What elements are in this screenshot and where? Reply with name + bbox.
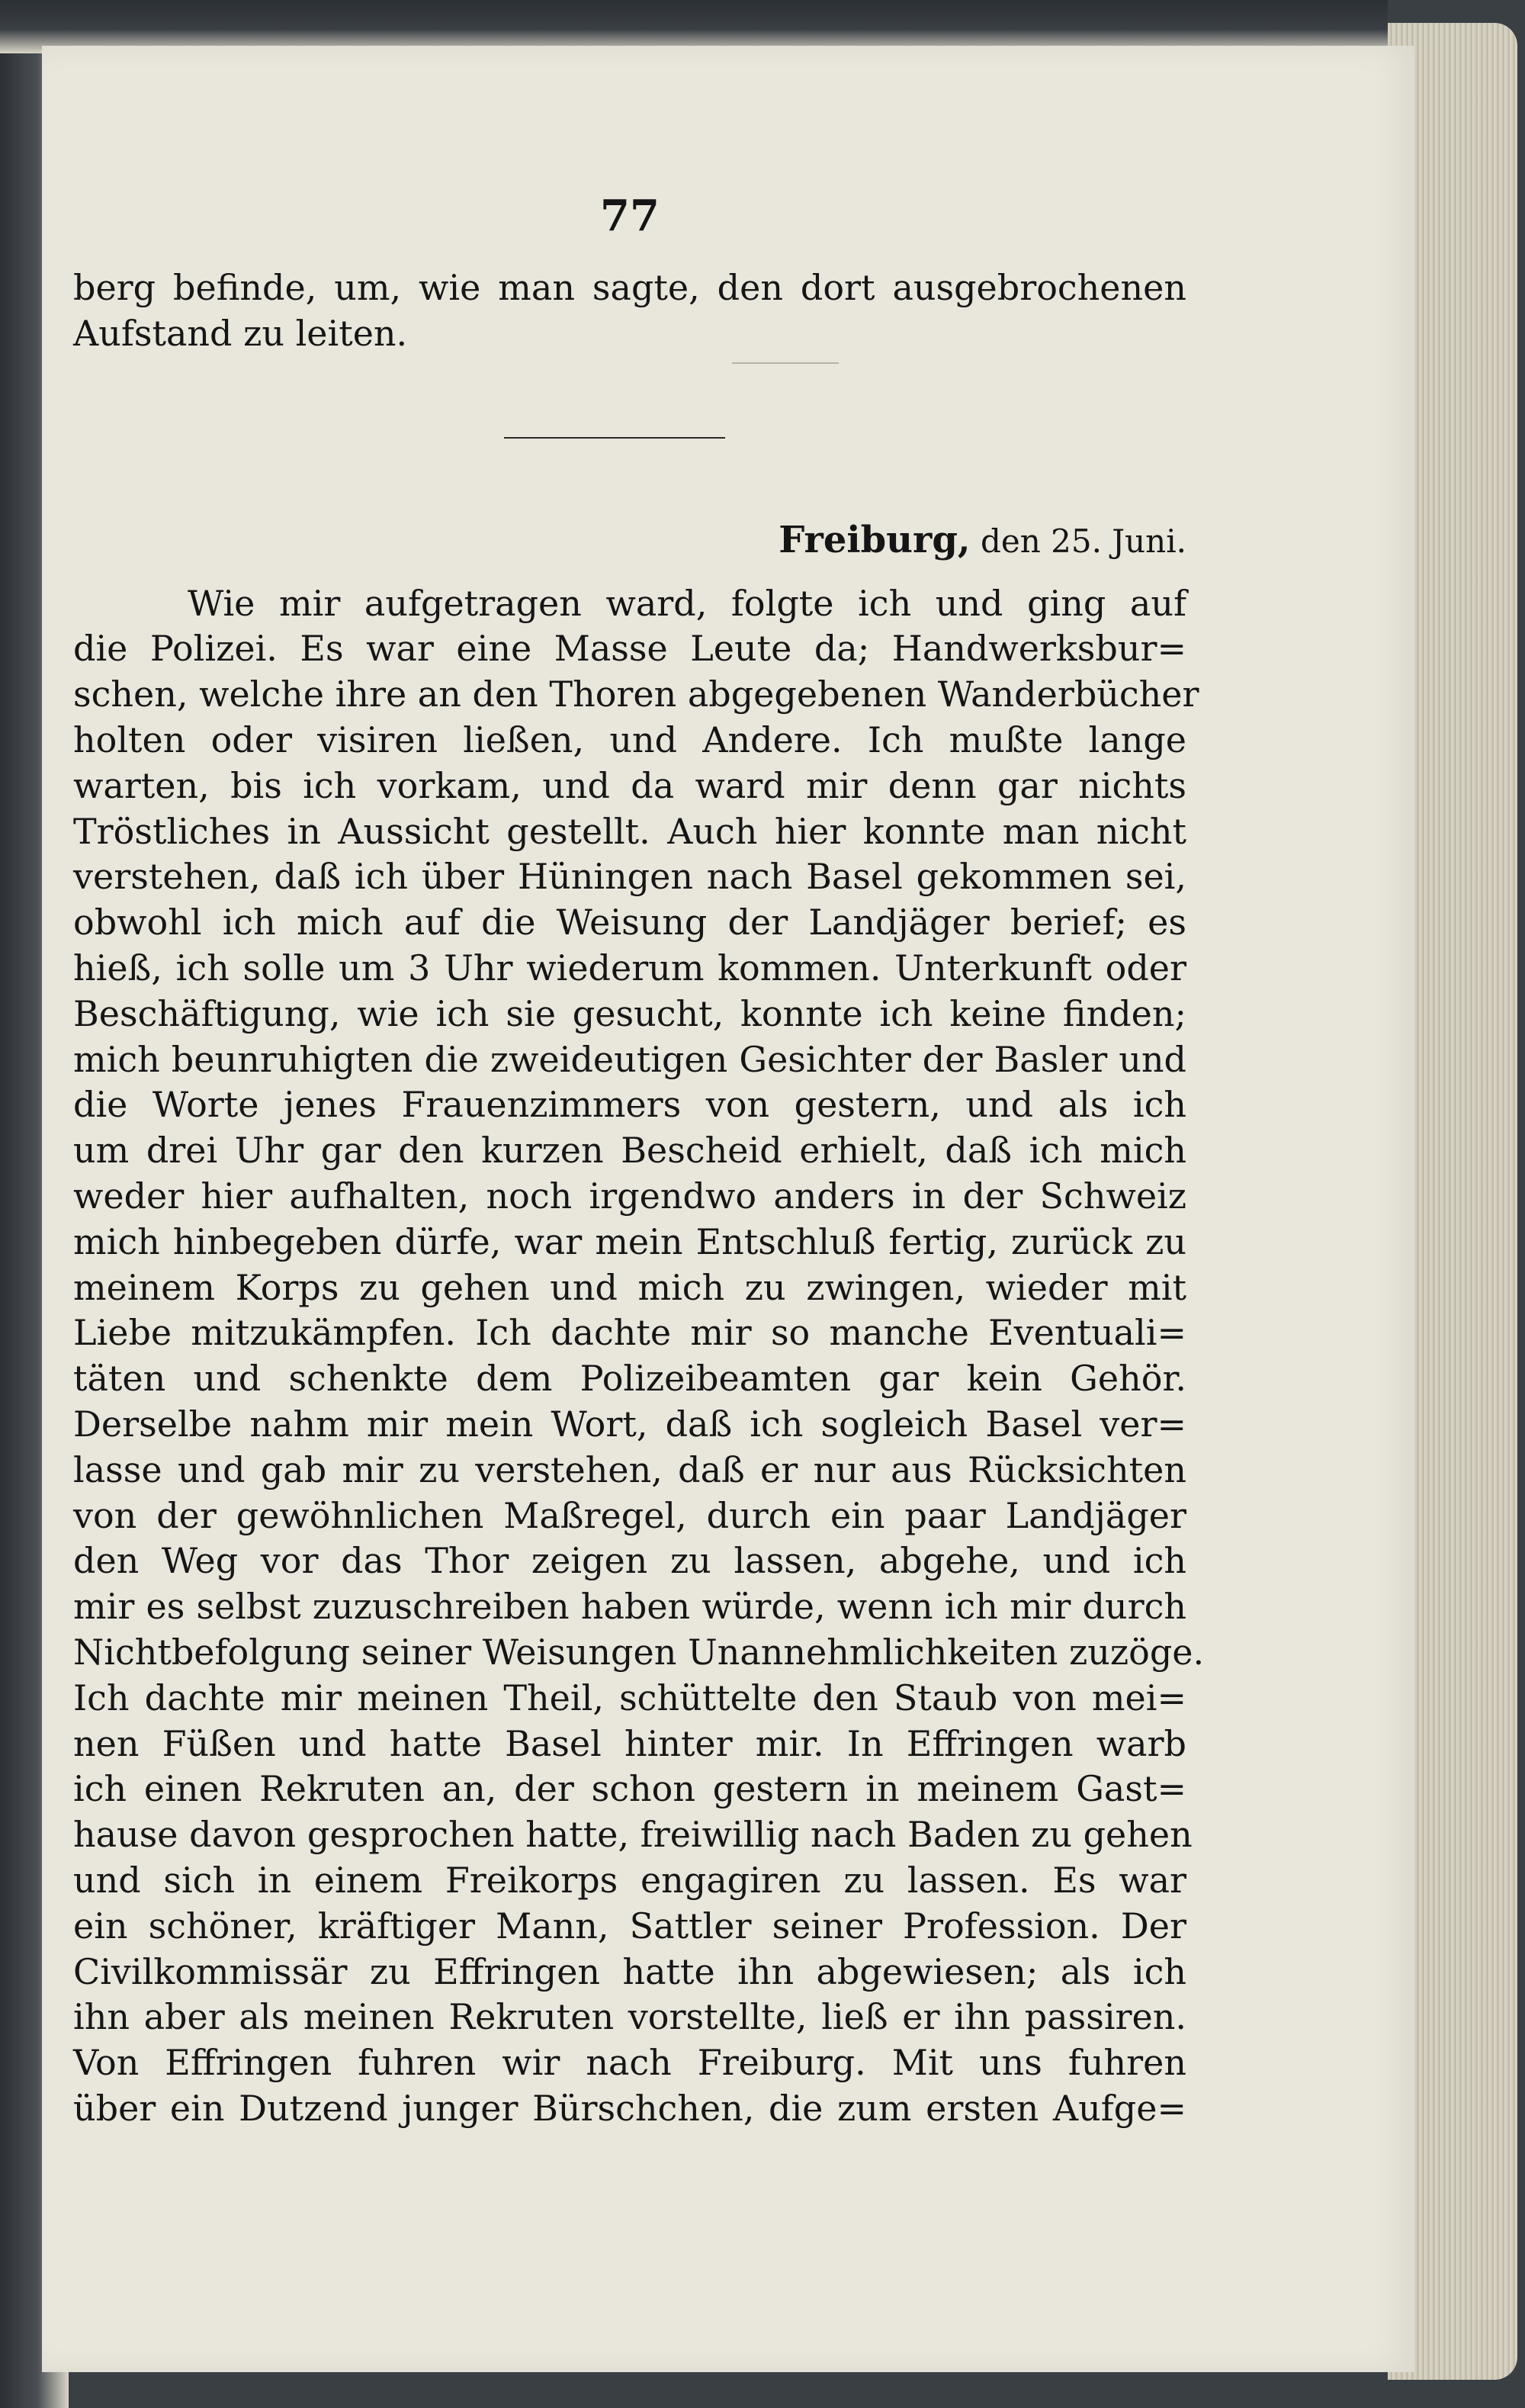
text-line: ein schöner, kräftiger Mann, Sattler seiner Profession. Der: [73, 1905, 1186, 1947]
text-line: Aufstand zu leiten.: [73, 312, 408, 354]
text-line: täten und schenkte dem Polizeibeamten gar kein Gehör.: [73, 1358, 1186, 1400]
text-line: holten oder visiren ließen, und Andere. Ich mußte lange: [73, 719, 1186, 760]
text-line: verstehen, daß ich über Hüningen nach Basel gekommen sei,: [73, 856, 1186, 898]
text-line: mich hinbegeben dürfe, war mein Entschluß fertig, zurück zu: [73, 1220, 1186, 1262]
text-line: Derselbe nahm mir mein Wort, daß ich sogleich Basel ver=: [73, 1403, 1186, 1445]
text-line: Nichtbefolgung seiner Weisungen Unannehmlichkeiten zuzöge.: [73, 1631, 1205, 1673]
text-line: mir es selbst zuzuschreiben haben würde, wenn ich mir durch: [73, 1586, 1186, 1628]
text-line: Beschäftigung, wie ich sie gesucht, konnte ich keine finden;: [73, 992, 1186, 1034]
main-paragraph: [73, 581, 1205, 2132]
text-line: über ein Dutzend junger Bürschchen, die zum ersten Aufge=: [73, 2087, 1186, 2129]
dateline-place: Freiburg,: [779, 518, 971, 561]
text-line: warten, bis ich vorkam, und da ward mir denn gar nichts: [73, 764, 1186, 806]
text-line: um drei Uhr gar den kurzen Bescheid erhielt, daß ich mich: [73, 1130, 1186, 1172]
text-line: die Worte jenes Frauenzimmers von gestern, und als ich: [73, 1084, 1186, 1126]
text-line: hause davon gesprochen hatte, freiwillig nach Baden zu gehen: [73, 1814, 1193, 1856]
text-line: weder hier aufhalten, noch irgendwo anders in der Schweiz: [73, 1175, 1186, 1217]
page-number: 77: [600, 191, 660, 241]
text-line: hieß, ich solle um 3 Uhr wiederum kommen. Unterkunft oder: [73, 947, 1186, 989]
text-line: mich beunruhigten die zweideutigen Gesichter der Basler und: [73, 1038, 1186, 1080]
text-line: berg befinde, um, wie man sagte, den dort ausgebrochenen: [73, 267, 1186, 308]
text-line: Tröstliches in Aussicht gestellt. Auch hier konnte man nicht: [73, 810, 1186, 852]
text-line: den Weg vor das Thor zeigen zu lassen, abgehe, und ich: [73, 1540, 1186, 1582]
text-line: Liebe mitzukämpfen. Ich dachte mir so manche Eventuali=: [73, 1312, 1186, 1354]
text-line: schen, welche ihre an den Thoren abgegebenen Wanderbücher: [73, 674, 1199, 715]
text-line: und sich in einem Freikorps engagiren zu lassen. Es war: [73, 1859, 1186, 1901]
text-line: meinem Korps zu gehen und mich zu zwingen, wieder mit: [73, 1266, 1186, 1308]
continued-paragraph: [73, 265, 1186, 357]
dateline-date: den 25. Juni.: [980, 522, 1186, 560]
text-line: Ich dachte mir meinen Theil, schüttelte den Staub von mei=: [73, 1677, 1186, 1718]
text-line: Von Effringen fuhren wir nach Freiburg. Mit uns fuhren: [73, 2042, 1186, 2084]
page-text: [73, 191, 1205, 2132]
text-line: Wie mir aufgetragen ward, folgte ich und ging auf: [188, 582, 1186, 624]
text-line: die Polizei. Es war eine Masse Leute da; Handwerksbur=: [73, 628, 1186, 670]
text-line: ihn aber als meinen Rekruten vorstellte, ließ er ihn passiren.: [73, 1996, 1186, 2038]
section-divider: [504, 437, 725, 439]
text-line: lasse und gab mir zu verstehen, daß er nur aus Rücksichten: [73, 1448, 1186, 1490]
text-line: von der gewöhnlichen Maßregel, durch ein paar Landjäger: [73, 1494, 1186, 1536]
text-line: ich einen Rekruten an, der schon gestern in meinem Gast=: [73, 1768, 1186, 1810]
text-line: obwohl ich mich auf die Weisung der Landjäger berief; es: [73, 902, 1186, 944]
text-line: nen Füßen und hatte Basel hinter mir. In Effringen warb: [73, 1722, 1186, 1764]
text-line: Civilkommissär zu Effringen hatte ihn abgewiesen; als ich: [73, 1950, 1186, 1992]
dateline: [73, 519, 1186, 561]
